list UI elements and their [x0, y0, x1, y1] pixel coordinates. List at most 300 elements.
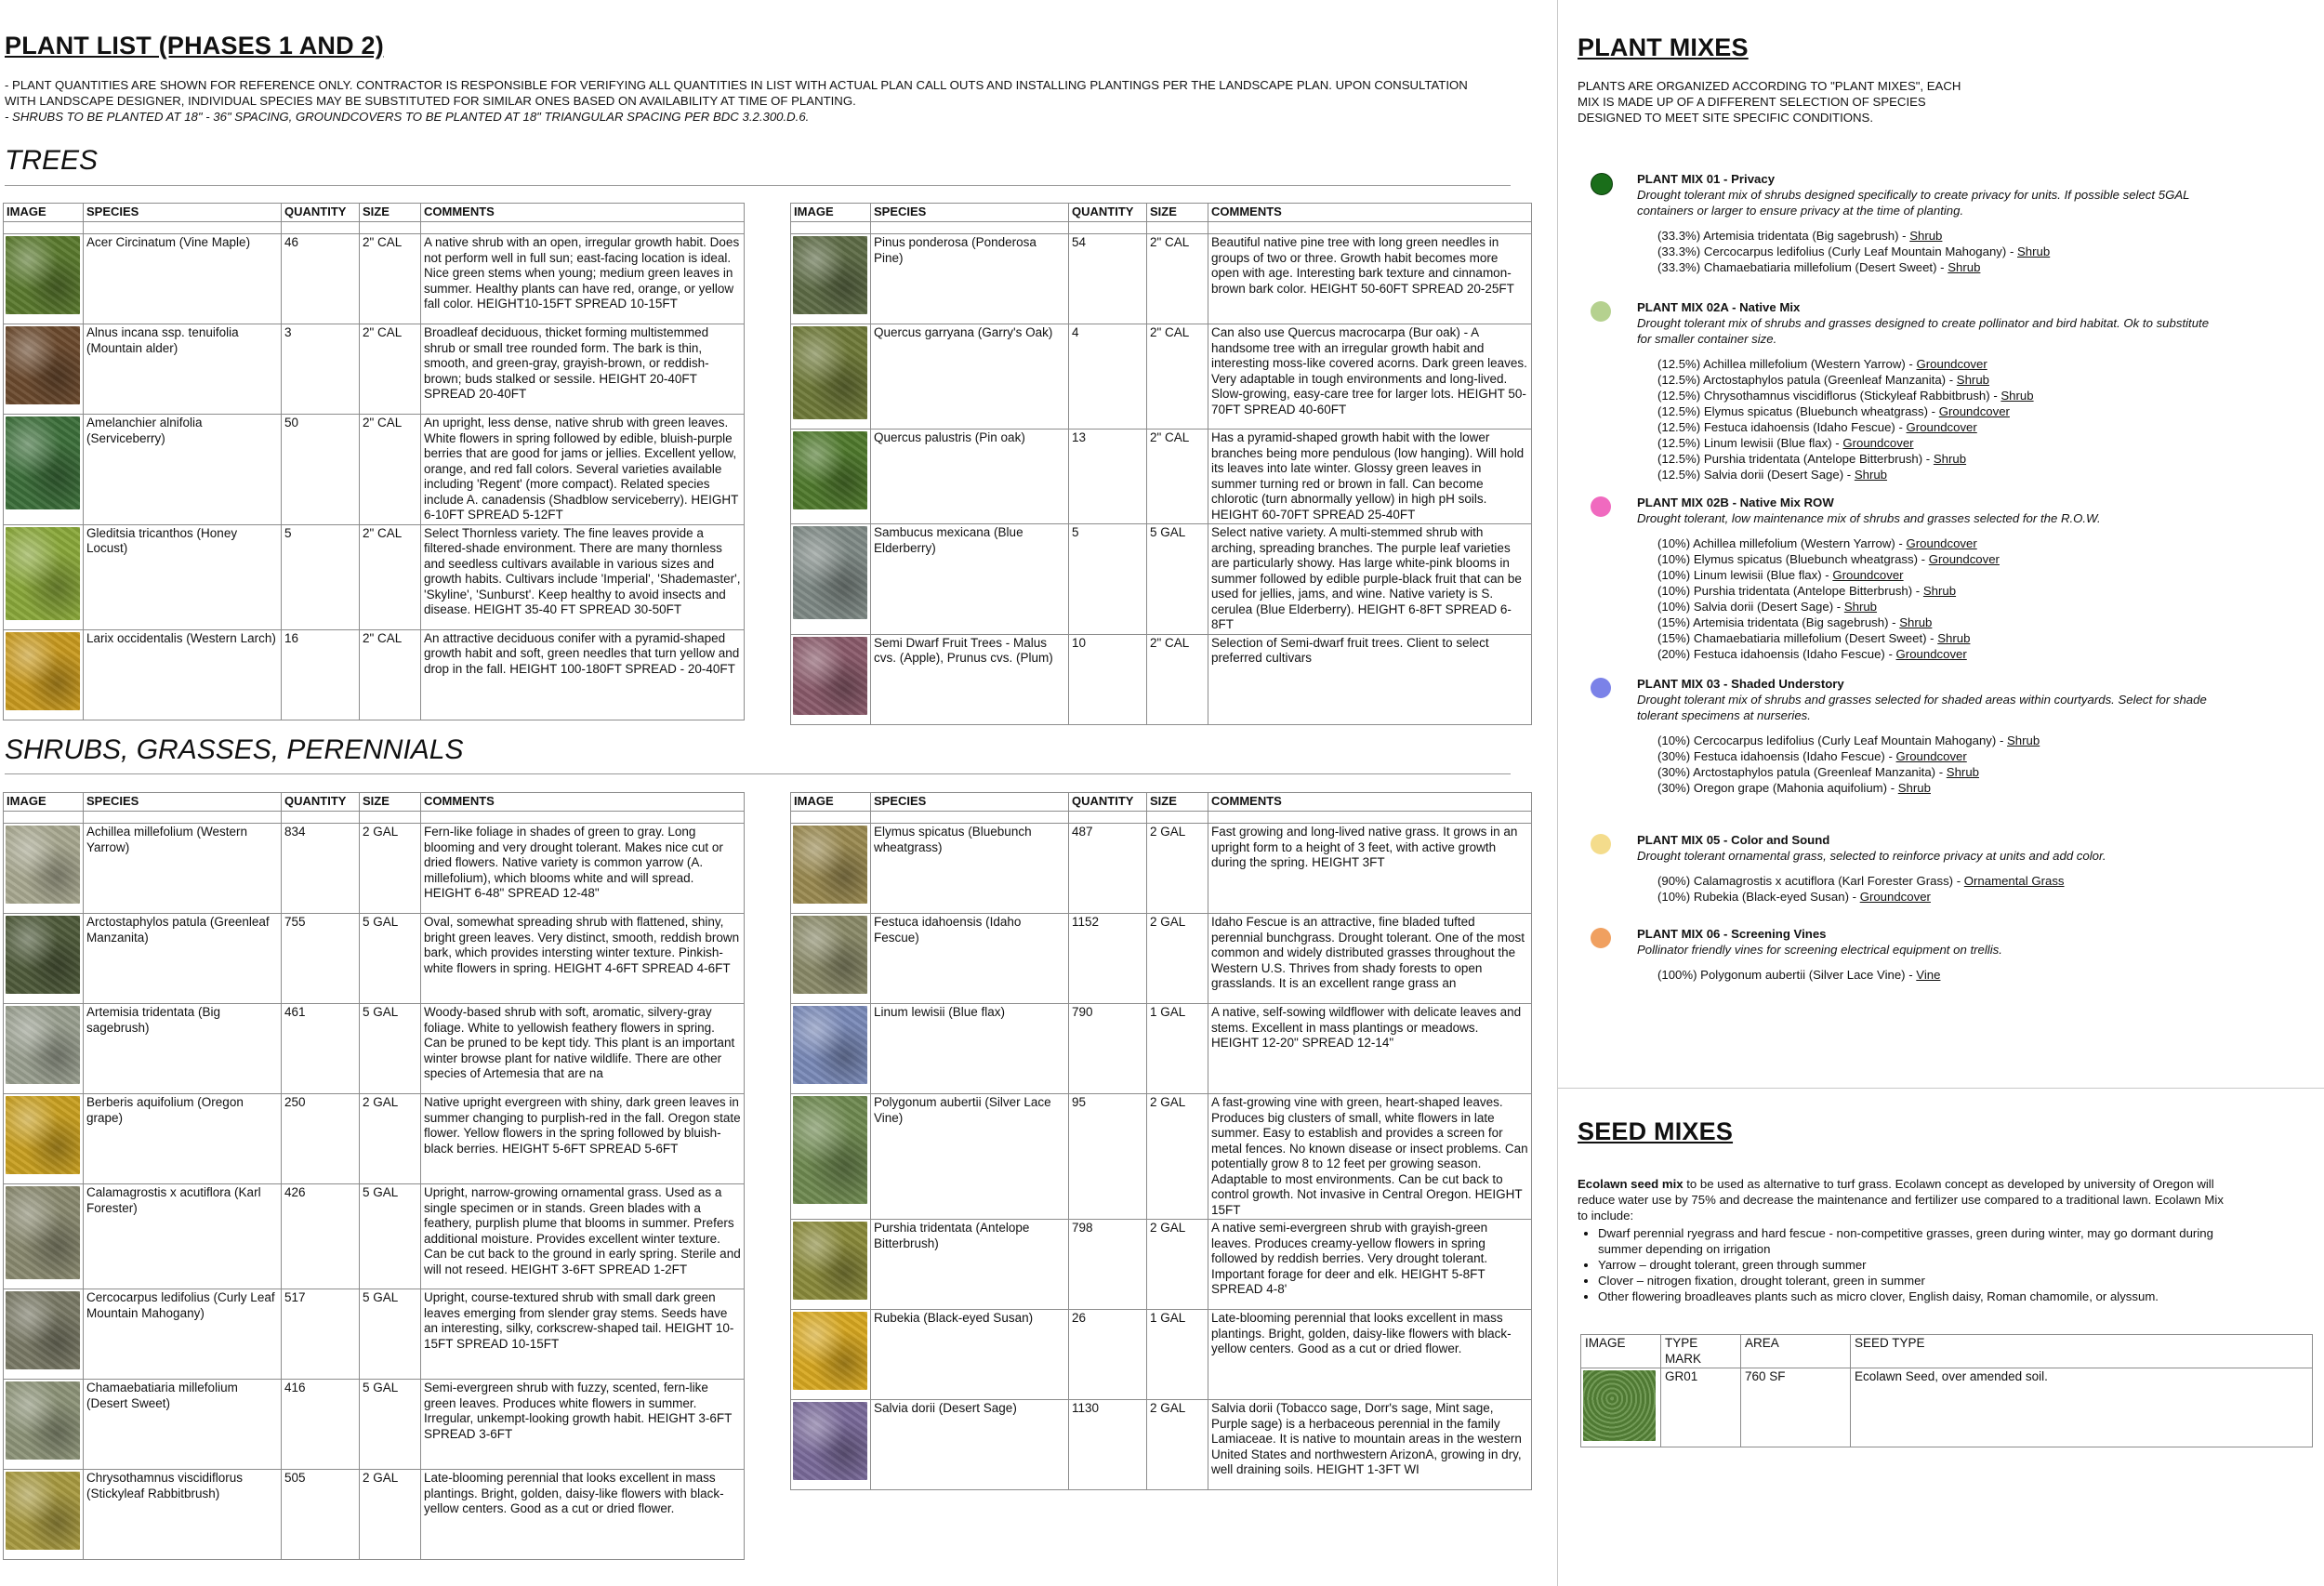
plant-comments: Semi-evergreen shrub with fuzzy, scented, fern-like green leaves. Produces white flowers in summer. Irregular, unkempt-looking growth habit. HEIGHT 3-6FT SPREAD 3-6FT — [421, 1380, 745, 1470]
mix-title: PLANT MIX 05 - Color and Sound — [1637, 833, 1830, 847]
plant-mixes-title: PLANT MIXES — [1578, 33, 1749, 61]
spacer-cell — [4, 222, 84, 234]
mix-entry — [1657, 599, 2210, 615]
mix-entries — [1657, 228, 2210, 275]
plant-photo — [793, 1006, 867, 1084]
seed-type: Ecolawn Seed, over amended soil. — [1851, 1368, 2313, 1447]
plant-photo — [793, 1312, 867, 1390]
plant-species: Salvia dorii (Desert Sage) — [871, 1400, 1069, 1490]
plant-comments: A native shrub with an open, irregular growth habit. Does not perform well in full sun; east-facing location is ideal. Nice green stems when young; medium green leaves in summer. Healthy plants can have red, orange, or yellow fall color. HEIGHT10-15FT SPREAD 10-15FT — [421, 234, 745, 324]
mix-entry-species: (10%) Linum lewisii (Blue flax) - — [1657, 568, 1833, 582]
mix-entries — [1657, 967, 2210, 983]
plant-image-cell — [791, 914, 871, 1004]
column-header-quantity: QUANTITY — [1069, 204, 1147, 222]
seed-table-header — [1581, 1335, 2313, 1368]
table-header — [791, 204, 1532, 222]
plant-image-cell — [4, 415, 84, 525]
plant-image-cell — [791, 1220, 871, 1310]
plant-row — [4, 234, 745, 324]
plant-row — [4, 824, 745, 914]
plant-size: 2" CAL — [360, 524, 421, 629]
plant-species: Alnus incana ssp. tenuifolia (Mountain alder) — [84, 324, 282, 415]
plant-list-title: PLANT LIST (PHASES 1 AND 2) — [5, 32, 384, 59]
plant-quantity: 461 — [282, 1004, 360, 1094]
mix-title: PLANT MIX 06 - Screening Vines — [1637, 927, 1827, 941]
plant-image-cell — [4, 1004, 84, 1094]
plant-size: 2 GAL — [360, 1094, 421, 1184]
spacer-cell — [871, 222, 1069, 234]
plant-photo — [793, 916, 867, 994]
spacer-cell — [360, 812, 421, 824]
plant-mix — [1578, 926, 2210, 983]
plant-size: 5 GAL — [360, 1289, 421, 1380]
plant-size: 2" CAL — [360, 234, 421, 324]
mix-color-swatch — [1591, 678, 1611, 698]
mix-entry-species: (10%) Salvia dorii (Desert Sage) - — [1657, 600, 1844, 614]
spacer-cell — [1208, 222, 1532, 234]
mix-entry-species: (12.5%) Chrysothamnus viscidiflorus (Stickyleaf Rabbitbrush) - — [1657, 389, 2001, 403]
plant-quantity: 5 — [282, 524, 360, 629]
plant-species: Gleditsia tricanthos (Honey Locust) — [84, 524, 282, 629]
plant-quantity: 250 — [282, 1094, 360, 1184]
plant-row — [791, 234, 1532, 324]
plant-species: Amelanchier alnifolia (Serviceberry) — [84, 415, 282, 525]
plant-mix — [1578, 832, 2210, 905]
plant-photo — [6, 916, 80, 994]
plant-photo — [6, 326, 80, 404]
plant-photo — [793, 1222, 867, 1300]
plant-image-cell — [4, 824, 84, 914]
plant-size: 2 GAL — [360, 824, 421, 914]
seed-bullet: • Dwarf perennial ryegrass and hard fescue - non-competitive grasses, green during winter, may go dormant during summer depending on irrigation — [1598, 1225, 2228, 1257]
mix-title: PLANT MIX 02A - Native Mix — [1637, 300, 1801, 314]
plant-image-cell — [791, 1094, 871, 1220]
plant-photo — [6, 826, 80, 904]
plant-species: Cercocarpus ledifolius (Curly Leaf Mountain Mahogany) — [84, 1289, 282, 1380]
mix-entry-type: Shrub — [1937, 631, 1971, 645]
shrubs-table-left — [3, 792, 745, 1560]
plant-species: Artemisia tridentata (Big sagebrush) — [84, 1004, 282, 1094]
column-header-comments: COMMENTS — [421, 793, 745, 812]
mix-entry-type: Groundcover — [1916, 357, 1987, 371]
plant-image-cell — [4, 1289, 84, 1380]
plant-photo — [793, 431, 867, 509]
mix-entry-species: (33.3%) Cercocarpus ledifolius (Curly Leaf Mountain Mahogany) - — [1657, 245, 2018, 258]
plant-photo — [793, 526, 867, 619]
plant-row — [4, 1184, 745, 1289]
plant-comments: Select native variety. A multi-stemmed shrub with arching, spreading branches. The purple leaf varieties are particularly showy. Has large white-pink blooms in summer followed by edible purple-black fruit that can be used for jellies, jams, and wine. Native variety is S. cerulea (Blue Elderberry). HEIGHT 6-8FT SPREAD 6-8FT — [1208, 524, 1532, 635]
shrubs-divider — [5, 773, 1511, 774]
plant-image-cell — [791, 1004, 871, 1094]
plant-row — [791, 1310, 1532, 1400]
plant-comments: Can also use Quercus macrocarpa (Bur oak) - A handsome tree with an irregular growth habit and interesting moss-like covered acorns. Dark green leaves. Very adaptable in tough environments and long-lived. Slow-growing, easy-care tree for larger lots. HEIGHT 50-70FT SPREAD 40-60FT — [1208, 324, 1532, 430]
plant-image-cell — [4, 324, 84, 415]
mix-entry-species: (12.5%) Arctostaphylos patula (Greenleaf Manzanita) - — [1657, 373, 1957, 387]
column-header-image: IMAGE — [791, 793, 871, 812]
mix-entry-species: (100%) Polygonum aubertii (Silver Lace Vine) - — [1657, 968, 1917, 982]
spacer-cell — [421, 812, 745, 824]
plant-species: Semi Dwarf Fruit Trees - Malus cvs. (Apple), Prunus cvs. (Plum) — [871, 634, 1069, 724]
plant-species: Quercus garryana (Garry's Oak) — [871, 324, 1069, 430]
table-header — [4, 793, 745, 812]
mix-entry-type: Shrub — [1899, 615, 1933, 629]
plant-row — [791, 1220, 1532, 1310]
plant-row — [791, 1004, 1532, 1094]
mix-entry — [1657, 356, 2210, 372]
mix-entry-type: Groundcover — [1906, 420, 1977, 434]
plant-quantity: 1130 — [1069, 1400, 1147, 1490]
plant-row — [791, 914, 1532, 1004]
mix-description: Pollinator friendly vines for screening electrical equipment on trellis. — [1637, 943, 2002, 957]
plant-quantity: 1152 — [1069, 914, 1147, 1004]
plant-photo — [6, 527, 80, 620]
mix-description: Drought tolerant ornamental grass, selected to reinforce privacy at units and add color. — [1637, 849, 2106, 863]
mix-entry — [1657, 780, 2210, 796]
plant-species: Chrysothamnus viscidiflorus (Stickyleaf Rabbitbrush) — [84, 1470, 282, 1560]
plant-comments: Woody-based shrub with soft, aromatic, silvery-gray foliage. White to yellowish feathery flowers in spring. Can be pruned to be kept tidy. This plant is an important winter browse plant for native wildlife. There are other species of Artemesia that are na — [421, 1004, 745, 1094]
mix-entry — [1657, 535, 2210, 551]
plant-row — [4, 1289, 745, 1380]
plant-image-cell — [791, 824, 871, 914]
plant-image-cell — [4, 1094, 84, 1184]
seed-col-seed-type: SEED TYPE — [1851, 1335, 2313, 1368]
table-header — [4, 204, 745, 222]
trees-divider — [5, 185, 1511, 186]
column-header-species: SPECIES — [84, 204, 282, 222]
plant-species: Calamagrostis x acutiflora (Karl Forester) — [84, 1184, 282, 1289]
plant-image-cell — [791, 1310, 871, 1400]
plant-comments: Oval, somewhat spreading shrub with flattened, shiny, bright green leaves. Very distinct, smooth, reddish brown bark, which provides intersting winter texture. Pinkish-white flowers in spring. HEIGHT 4-6FT SPREAD 4-6FT — [421, 914, 745, 1004]
plant-species: Rubekia (Black-eyed Susan) — [871, 1310, 1069, 1400]
mix-entry-species: (15%) Artemisia tridentata (Big sagebrush) - — [1657, 615, 1900, 629]
plant-comments: A native, self-sowing wildflower with delicate leaves and stems. Excellent in mass plantings or meadows. HEIGHT 12-20" SPREAD 12-14" — [1208, 1004, 1532, 1094]
mix-entries — [1657, 873, 2210, 905]
mix-entry — [1657, 244, 2210, 259]
plant-size: 5 GAL — [360, 1380, 421, 1470]
plant-comments: An upright, less dense, native shrub with green leaves. White flowers in spring followed by edible, bluish-purple berries that are good for jams or jellies. Excellent yellow, orange, and red fall colors. Several varieties available including 'Regent' (more compact). Related species include A. canadensis (Shadblow serviceberry). HEIGHT 6-10FT SPREAD 5-12FT — [421, 415, 745, 525]
plant-species: Linum lewisii (Blue flax) — [871, 1004, 1069, 1094]
plant-size: 2 GAL — [360, 1470, 421, 1560]
mix-entry-species: (12.5%) Purshia tridentata (Antelope Bitterbrush) - — [1657, 452, 1934, 466]
note-line-3: - SHRUBS TO BE PLANTED AT 18" - 36" SPACING, GROUNDCOVERS TO BE PLANTED AT 18" TRIANGULAR SPACING PER BDC 3.2.300.D.6. — [5, 110, 810, 124]
plant-size: 5 GAL — [360, 1004, 421, 1094]
spacer-cell — [282, 812, 360, 824]
column-header-size: SIZE — [1147, 793, 1208, 812]
plant-size: 1 GAL — [1147, 1004, 1208, 1094]
mix-entry — [1657, 435, 2210, 451]
plant-size: 2" CAL — [1147, 634, 1208, 724]
spacer-cell — [4, 812, 84, 824]
plant-size: 5 GAL — [360, 914, 421, 1004]
plant-comments: Salvia dorii (Tobacco sage, Dorr's sage, Mint sage, Purple sage) is a herbaceous perennial in the family Lamiaceae. It is native to mountain areas in the western United States and northwestern ArizonA, growing in dry, well draining soils. HEIGHT 1-3FT WI — [1208, 1400, 1532, 1490]
plant-mix — [1578, 676, 2210, 796]
plant-species: Elymus spicatus (Bluebunch wheatgrass) — [871, 824, 1069, 914]
intro-line-1: PLANTS ARE ORGANIZED ACCORDING TO "PLANT MIXES", EACH — [1578, 79, 1961, 93]
plant-size: 5 GAL — [1147, 524, 1208, 635]
panel-divider-horizontal — [1557, 1088, 2324, 1089]
plant-size: 2 GAL — [1147, 1400, 1208, 1490]
plant-row — [791, 1400, 1532, 1490]
plant-photo — [6, 1472, 80, 1550]
seed-mixes-title: SEED MIXES — [1578, 1117, 1734, 1145]
mix-entry-type: Shrub — [1897, 781, 1931, 795]
plant-photo — [6, 236, 80, 314]
mix-description: Drought tolerant mix of shrubs and grasses selected for shaded areas within courtyards. Select for shade tolerant specimens at nurseries. — [1637, 693, 2207, 722]
mix-title: PLANT MIX 02B - Native Mix ROW — [1637, 496, 1834, 509]
plant-size: 5 GAL — [360, 1184, 421, 1289]
plant-row — [4, 1094, 745, 1184]
mix-entry-species: (30%) Oregon grape (Mahonia aquifolium) - — [1657, 781, 1898, 795]
spacer-cell — [791, 222, 871, 234]
plant-photo — [6, 1006, 80, 1084]
mix-color-swatch — [1591, 834, 1611, 854]
spacer-cell — [1069, 812, 1147, 824]
plant-species: Berberis aquifolium (Oregon grape) — [84, 1094, 282, 1184]
column-header-comments: COMMENTS — [1208, 204, 1532, 222]
plant-image-cell — [4, 524, 84, 629]
plant-photo — [6, 1186, 80, 1279]
plant-image-cell — [4, 914, 84, 1004]
plant-photo — [793, 1096, 867, 1204]
note-line-1: - PLANT QUANTITIES ARE SHOWN FOR REFERENCE ONLY. CONTRACTOR IS RESPONSIBLE FOR VERIFYING ALL QUANTITIES IN LIST WITH ACTUAL PLAN CALL OUTS AND INSTALLING PLANTINGS PER THE LANDSCAPE PLAN. UPON CONSULTATION — [5, 78, 1468, 92]
plant-species: Acer Circinatum (Vine Maple) — [84, 234, 282, 324]
plant-comments: Selection of Semi-dwarf fruit trees. Client to select preferred cultivars — [1208, 634, 1532, 724]
mix-entry-type: Groundcover — [1895, 749, 1967, 763]
mix-color-swatch — [1591, 928, 1611, 948]
plant-comments: A native semi-evergreen shrub with grayish-green leaves. Produces creamy-yellow flowers in spring followed by reddish berries. Very drought tolerant. Important forage for deer and elk. HEIGHT 5-8FT SPREAD 4-8' — [1208, 1220, 1532, 1310]
seed-col-image: IMAGE — [1581, 1335, 1661, 1368]
mix-entry-type: Shrub — [1843, 600, 1878, 614]
plant-species: Sambucus mexicana (Blue Elderberry) — [871, 524, 1069, 635]
plant-species: Quercus palustris (Pin oak) — [871, 430, 1069, 524]
mix-entry-type: Groundcover — [1859, 890, 1931, 904]
mix-entry-species: (12.5%) Salvia dorii (Desert Sage) - — [1657, 468, 1855, 482]
intro-line-3: DESIGNED TO MEET SITE SPECIFIC CONDITIONS. — [1578, 111, 1874, 125]
seed-bullet: • Clover – nitrogen fixation, drought tolerant, green in summer — [1598, 1273, 2228, 1289]
column-header-species: SPECIES — [871, 793, 1069, 812]
mix-entry-type: Shrub — [1956, 373, 1989, 387]
column-header-image: IMAGE — [4, 204, 84, 222]
mix-entry — [1657, 451, 2210, 467]
mix-entry-type: Groundcover — [1842, 436, 1914, 450]
mix-entry-type: Groundcover — [1895, 647, 1967, 661]
mix-entry-species: (12.5%) Achillea millefolium (Western Yarrow) - — [1657, 357, 1917, 371]
intro-line-2: MIX IS MADE UP OF A DIFFERENT SELECTION OF SPECIES — [1578, 95, 1926, 109]
column-header-species: SPECIES — [84, 793, 282, 812]
plant-image-cell — [4, 234, 84, 324]
plant-row — [4, 629, 745, 720]
mix-entry-type: Shrub — [2017, 245, 2051, 258]
plant-mix — [1578, 171, 2210, 275]
mix-entries — [1657, 535, 2210, 662]
spacer-cell — [84, 812, 282, 824]
plant-photo — [793, 826, 867, 904]
mix-entry — [1657, 748, 2210, 764]
trees-table-right — [790, 203, 1532, 725]
plant-quantity: 54 — [1069, 234, 1147, 324]
plant-quantity: 95 — [1069, 1094, 1147, 1220]
plant-image-cell — [791, 634, 871, 724]
plant-row — [791, 634, 1532, 724]
plant-comments: Late-blooming perennial that looks excellent in mass plantings. Bright, golden, daisy-like flowers with black-yellow centers. Good as a cut or dried flower. — [1208, 1310, 1532, 1400]
mix-entry-species: (10%) Rubekia (Black-eyed Susan) - — [1657, 890, 1860, 904]
mix-body — [1637, 676, 2210, 796]
mix-entry-type: Groundcover — [1928, 552, 2000, 566]
column-header-quantity: QUANTITY — [282, 793, 360, 812]
plant-comments: Fast growing and long-lived native grass. It grows in an upright form to a height of 3 feet, with active growth during the spring. HEIGHT 3FT — [1208, 824, 1532, 914]
spacer-cell — [1147, 812, 1208, 824]
plant-size: 2 GAL — [1147, 824, 1208, 914]
plant-row — [791, 1094, 1532, 1220]
column-header-image: IMAGE — [4, 793, 84, 812]
plant-quantity: 46 — [282, 234, 360, 324]
plant-size: 2" CAL — [1147, 234, 1208, 324]
panel-divider-vertical — [1557, 0, 1558, 1586]
plant-size: 2 GAL — [1147, 1220, 1208, 1310]
mix-entry-type: Shrub — [2000, 389, 2034, 403]
plant-size: 2 GAL — [1147, 1094, 1208, 1220]
plant-row — [4, 1004, 745, 1094]
plant-comments: Select Thornless variety. The fine leaves provide a filtered-shade environment. There are many thornless and seedless cultivars available in various sizes and growth habits. Cultivars include 'Imperial', 'Shademaster', 'Skyline', 'Sunburst'. Keep healthy to avoid insects and disease. HEIGHT 35-40 FT SPREAD 30-50FT — [421, 524, 745, 629]
seed-photo — [1583, 1370, 1656, 1441]
mix-title: PLANT MIX 03 - Shaded Understory — [1637, 677, 1844, 691]
mix-entry-species: (12.5%) Festuca idahoensis (Idaho Fescue) - — [1657, 420, 1907, 434]
mix-entry-type: Shrub — [1946, 765, 1979, 779]
plant-row — [791, 524, 1532, 635]
mix-entry-type: Shrub — [2007, 734, 2040, 747]
mix-body — [1637, 832, 2210, 905]
plant-row — [791, 824, 1532, 914]
plant-quantity: 26 — [1069, 1310, 1147, 1400]
seed-lead: Ecolawn seed mix — [1578, 1177, 1684, 1191]
mix-body — [1637, 299, 2210, 482]
plant-quantity: 790 — [1069, 1004, 1147, 1094]
seed-type-mark: GR01 — [1661, 1368, 1741, 1447]
column-header-size: SIZE — [1147, 204, 1208, 222]
plant-quantity: 426 — [282, 1184, 360, 1289]
mix-entry-species: (10%) Cercocarpus ledifolius (Curly Leaf Mountain Mahogany) - — [1657, 734, 2008, 747]
table-header — [791, 793, 1532, 812]
plant-species: Festuca idahoensis (Idaho Fescue) — [871, 914, 1069, 1004]
table-spacer-row — [4, 222, 745, 234]
mix-entry — [1657, 419, 2210, 435]
plant-photo — [6, 1291, 80, 1369]
plant-image-cell — [791, 1400, 871, 1490]
mix-body — [1637, 926, 2210, 983]
mix-entry — [1657, 259, 2210, 275]
plant-quantity: 10 — [1069, 634, 1147, 724]
mix-entry-species: (30%) Festuca idahoensis (Idaho Fescue) - — [1657, 749, 1896, 763]
plant-row — [4, 524, 745, 629]
mix-entries — [1657, 733, 2210, 796]
spacer-cell — [282, 222, 360, 234]
plant-photo — [6, 632, 80, 710]
plant-species: Pinus ponderosa (Ponderosa Pine) — [871, 234, 1069, 324]
seed-col-type-mark: TYPE MARK — [1661, 1335, 1741, 1368]
mix-entry-species: (33.3%) Chamaebatiaria millefolium (Desert Sweet) - — [1657, 260, 1948, 274]
plant-image-cell — [4, 1380, 84, 1470]
plant-image-cell — [791, 430, 871, 524]
plant-photo — [793, 1402, 867, 1480]
mix-entry — [1657, 551, 2210, 567]
plant-quantity: 50 — [282, 415, 360, 525]
table-spacer-row — [791, 222, 1532, 234]
plant-photo — [6, 416, 80, 509]
mix-entry — [1657, 630, 2210, 646]
spacer-cell — [421, 222, 745, 234]
seed-bullet: • Yarrow – drought tolerant, green through summer — [1598, 1257, 2228, 1273]
plant-species: Polygonum aubertii (Silver Lace Vine) — [871, 1094, 1069, 1220]
plant-size: 2" CAL — [360, 629, 421, 720]
mix-entry-species: (90%) Calamagrostis x acutiflora (Karl Forester Grass) - — [1657, 874, 1964, 888]
plant-quantity: 5 — [1069, 524, 1147, 635]
mix-color-swatch — [1591, 173, 1613, 195]
mix-color-swatch — [1591, 496, 1611, 517]
mix-entry — [1657, 967, 2210, 983]
plant-quantity: 487 — [1069, 824, 1147, 914]
seed-image-cell — [1581, 1368, 1661, 1447]
plant-comments: Native upright evergreen with shiny, dark green leaves in summer changing to purplish-red in the fall. Oregon state flower. Yellow flowers in the spring followed by bluish-black berries. HEIGHT 5-6FT SPREAD 5-6FT — [421, 1094, 745, 1184]
mix-entry-species: (20%) Festuca idahoensis (Idaho Fescue) - — [1657, 647, 1896, 661]
table-spacer-row — [791, 812, 1532, 824]
plant-quantity: 505 — [282, 1470, 360, 1560]
mix-entry — [1657, 615, 2210, 630]
spacer-cell — [84, 222, 282, 234]
mix-entry-type: Shrub — [1909, 229, 1943, 243]
plant-quantity: 798 — [1069, 1220, 1147, 1310]
plant-list-notes — [5, 77, 1492, 125]
shrubs-table-right — [790, 792, 1532, 1490]
plant-comments: Fern-like foliage in shades of green to gray. Long blooming and very drought tolerant. Makes nice cut or dried flowers. Native variety is common yarrow (A. millefolium), which blooms white and will spread. HEIGHT 6-48" SPREAD 12-48" — [421, 824, 745, 914]
plant-mix — [1578, 299, 2210, 482]
mix-entry — [1657, 764, 2210, 780]
plant-image-cell — [791, 324, 871, 430]
plant-photo — [793, 637, 867, 715]
plant-comments: Upright, course-textured shrub with small dark green leaves emerging from slender gray stems. Seeds have an interesting, silky, corkscrew-shaped tail. HEIGHT 10-15FT SPREAD 10-15FT — [421, 1289, 745, 1380]
plant-quantity: 755 — [282, 914, 360, 1004]
seed-table-row — [1581, 1368, 2313, 1447]
plant-row — [4, 1380, 745, 1470]
mix-entry-type: Groundcover — [1906, 536, 1977, 550]
note-line-2: WITH LANDSCAPE DESIGNER, INDIVIDUAL SPECIES MAY BE SUBSTITUTED FOR SIMILAR ONES BASED ON AVAILABILITY AT TIME OF PLANTING. — [5, 94, 856, 108]
mix-entry-type: Shrub — [1922, 584, 1957, 598]
plant-size: 2" CAL — [1147, 430, 1208, 524]
seed-bullet: • Other flowering broadleaves plants such as micro clover, English daisy, Roman chamomile, or alyssum. — [1598, 1289, 2228, 1304]
mix-title: PLANT MIX 01 - Privacy — [1637, 172, 1776, 186]
plant-image-cell — [4, 1470, 84, 1560]
mix-entry-species: (12.5%) Elymus spicatus (Bluebunch wheatgrass) - — [1657, 404, 1939, 418]
plant-row — [791, 324, 1532, 430]
mix-entry — [1657, 403, 2210, 419]
spacer-cell — [791, 812, 871, 824]
plant-species: Achillea millefolium (Western Yarrow) — [84, 824, 282, 914]
seed-table — [1580, 1334, 2313, 1447]
table-spacer-row — [4, 812, 745, 824]
plant-image-cell — [4, 629, 84, 720]
mix-entry-species: (10%) Elymus spicatus (Bluebunch wheatgrass) - — [1657, 552, 1929, 566]
plant-image-cell — [791, 234, 871, 324]
plant-comments: A fast-growing vine with green, heart-shaped leaves. Produces big clusters of small, white flowers in late summer. Easy to establish and provides a screen for metal fences. No known disease or insect problems. Can potentially grow 8 to 12 feet per growing season. Adaptable to most environments. Can be cut back to control growth. Not invasive in Central Oregon. HEIGHT 15FT — [1208, 1094, 1532, 1220]
seed-mixes-description — [1578, 1176, 2228, 1304]
plant-species: Purshia tridentata (Antelope Bitterbrush) — [871, 1220, 1069, 1310]
spacer-cell — [1147, 222, 1208, 234]
column-header-species: SPECIES — [871, 204, 1069, 222]
plant-image-cell — [4, 1184, 84, 1289]
column-header-comments: COMMENTS — [1208, 793, 1532, 812]
plant-row — [4, 324, 745, 415]
mix-entry — [1657, 467, 2210, 482]
plant-comments: Broadleaf deciduous, thicket forming multistemmed shrub or small tree rounded form. The bark is thin, smooth, and green-gray, grayish-brown, or reddish-brown; buds stalked or sessile. HEIGHT 20-40FT SPREAD 20-40FT — [421, 324, 745, 415]
